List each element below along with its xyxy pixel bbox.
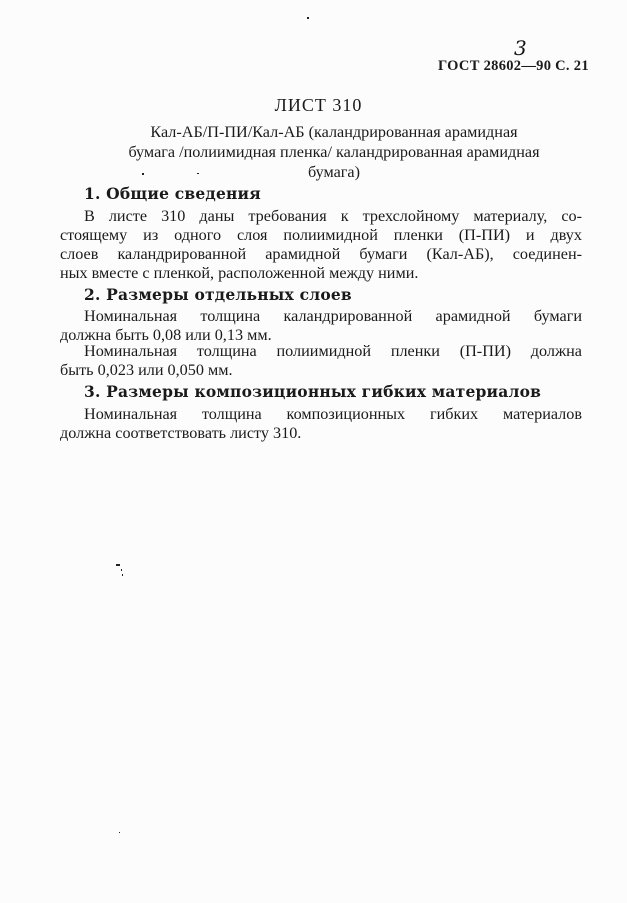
scan-speck (119, 832, 120, 833)
paragraph-film-thickness (60, 342, 582, 380)
paragraph-line: В листе 310 даны требования к трехслойному материалу, со- (84, 207, 582, 225)
paragraph-line: должна быть 0,08 или 0,13 мм. (60, 326, 272, 344)
section-heading-layer-sizes: 2. Размеры отдельных слоев (84, 285, 352, 304)
paragraph-line: Номинальная толщина композиционных гибких материалов (84, 405, 582, 423)
paragraph-paper-thickness (60, 307, 582, 345)
handwritten-page-mark: 3 (514, 36, 527, 60)
paragraph-line: быть 0,023 или 0,050 мм. (60, 361, 233, 379)
paragraph-line: слоев каландрированной арамидной бумаги (Кал-АБ), соединен- (60, 245, 582, 263)
paragraph-general (60, 207, 582, 283)
standard-reference: ГОСТ 28602—90 С. 21 (438, 58, 589, 74)
scan-speck (307, 17, 309, 19)
paragraph-line: Номинальная толщина полиимидной пленки (П-ПИ) должна (84, 342, 582, 360)
paragraph-line: должна соответствовать листу 310. (60, 424, 302, 442)
paragraph-line: стоящему из одного слоя полиимидной пленки (П-ПИ) и двух (60, 226, 582, 244)
scan-speck (122, 574, 123, 576)
subtitle-line: Кал-АБ/П-ПИ/Кал-АБ (каландрированная арамидная (150, 123, 518, 141)
scan-speck (116, 564, 120, 566)
paragraph-line: ных вместе с пленкой, расположенной между ними. (60, 264, 419, 282)
paragraph-composite-thickness (60, 405, 582, 443)
sheet-subtitle (84, 122, 584, 182)
paragraph-line: Номинальная толщина каландрированной арамидной бумаги (84, 307, 582, 325)
section-heading-general: 1. Общие сведения (84, 184, 261, 203)
subtitle-line: бумага) (307, 163, 361, 181)
scan-speck (121, 569, 122, 571)
section-heading-composite-sizes: 3. Размеры композиционных гибких материалов (84, 382, 542, 401)
sheet-title: ЛИСТ 310 (274, 95, 363, 115)
subtitle-line: бумага /полиимидная пленка/ каландрированная арамидная (128, 143, 540, 161)
